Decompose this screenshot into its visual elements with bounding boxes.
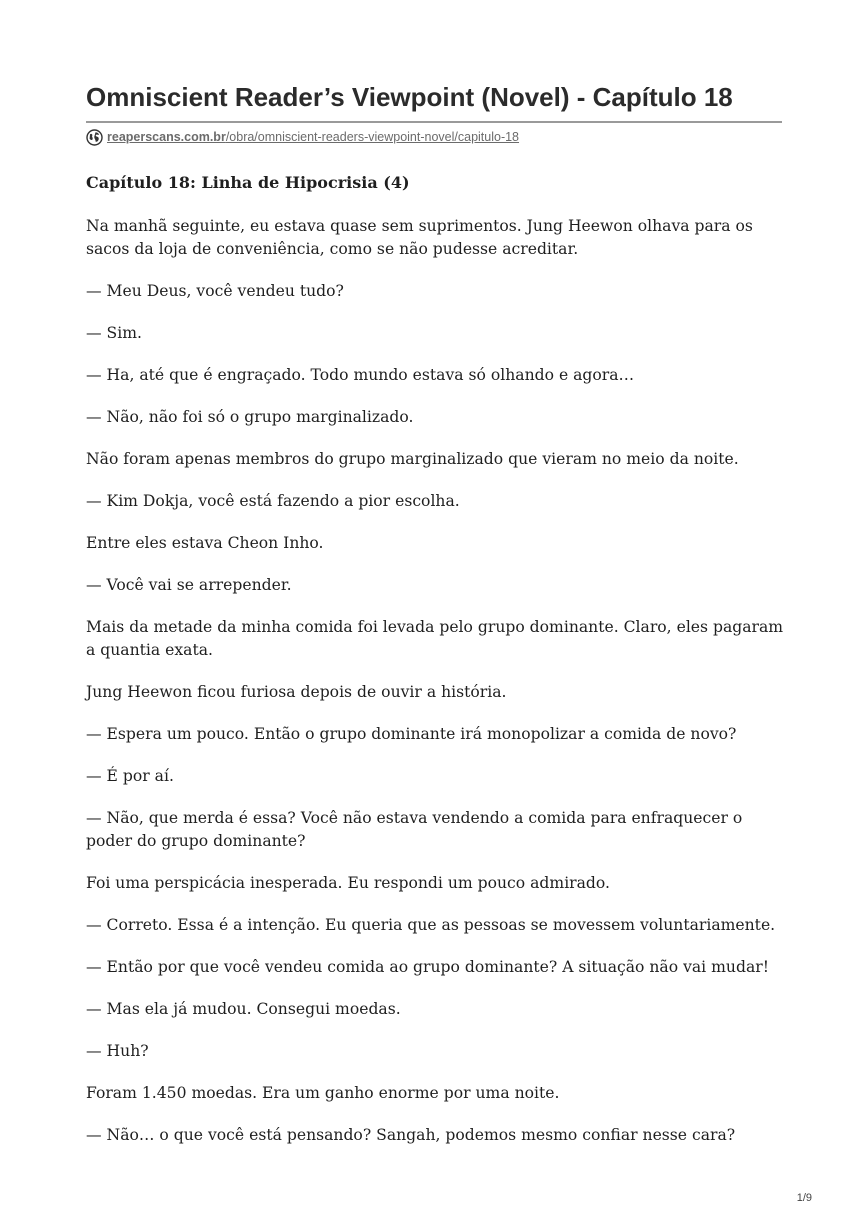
paragraph: — Mas ela já mudou. Consegui moedas. (86, 1000, 401, 1018)
paragraph: — Espera um pouco. Então o grupo dominante irá monopolizar a comida de novo? (86, 725, 737, 743)
paragraph: Foram 1.450 moedas. Era um ganho enorme por uma noite. (86, 1084, 560, 1102)
paragraph: — Ha, até que é engraçado. Todo mundo estava só olhando e agora… (86, 366, 635, 384)
article-body (86, 170, 786, 1166)
paragraph: — Correto. Essa é a intenção. Eu queria que as pessoas se movessem voluntariamente. (86, 916, 776, 934)
globe-icon (86, 129, 103, 146)
source-link[interactable] (107, 130, 519, 144)
source-domain[interactable]: reaperscans.com.br (107, 130, 226, 144)
source-url-line (86, 127, 519, 147)
page-title: Omniscient Reader’s Viewpoint (Novel) - Capítulo 18 (86, 82, 733, 112)
paragraph: Foi uma perspicácia inesperada. Eu respondi um pouco admirado. (86, 874, 610, 892)
paragraph: Entre eles estava Cheon Inho. (86, 534, 324, 552)
paragraph: Jung Heewon ficou furiosa depois de ouvir a história. (86, 683, 507, 701)
page-number: 1/9 (796, 1192, 812, 1204)
chapter-heading: Capítulo 18: Linha de Hipocrisia (4) (86, 173, 410, 192)
paragraph: Não foram apenas membros do grupo marginalizado que vieram no meio da noite. (86, 450, 739, 468)
paragraph: — Não, que merda é essa? Você não estava vendendo a comida para enfraquecer o poder do grupo dominante? (86, 809, 743, 850)
paragraph: — Então por que você vendeu comida ao grupo dominante? A situação não vai mudar! (86, 958, 769, 976)
paragraph: — Não… o que você está pensando? Sangah, podemos mesmo confiar nesse cara? (86, 1126, 736, 1144)
paragraph: — É por aí. (86, 767, 174, 785)
source-path[interactable]: /obra/omniscient-readers-viewpoint-novel/capitulo-18 (225, 130, 520, 144)
title-divider (86, 121, 782, 123)
paragraph: — Não, não foi só o grupo marginalizado. (86, 408, 414, 426)
paragraph: — Sim. (86, 324, 142, 342)
paragraph: — Kim Dokja, você está fazendo a pior escolha. (86, 492, 460, 510)
paragraph: Na manhã seguinte, eu estava quase sem suprimentos. Jung Heewon olhava para os sacos da loja de conveniência, como se não pudesse acreditar. (86, 217, 753, 258)
paragraph: Mais da metade da minha comida foi levada pelo grupo dominante. Claro, eles pagaram a quantia exata. (86, 618, 784, 659)
paragraph: — Meu Deus, você vendeu tudo? (86, 282, 344, 300)
paragraph: — Huh? (86, 1042, 149, 1060)
paragraph: — Você vai se arrepender. (86, 576, 292, 594)
